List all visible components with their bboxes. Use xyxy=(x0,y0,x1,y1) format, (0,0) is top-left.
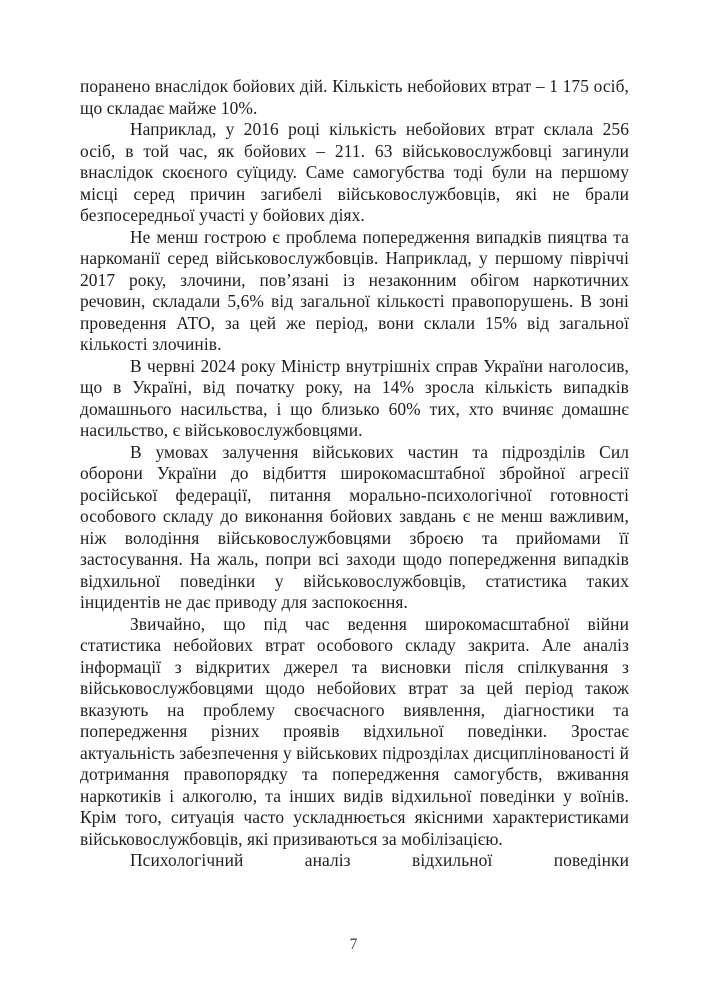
paragraph-7: Психологічний аналіз відхильної поведінки xyxy=(130,850,629,870)
paragraph-5: В умовах залучення військових частин та підрозділів Сил оборони України до відбиття широкомасштабної збройної агресії російської федерації, питання морально-психологічної готовності особового складу до виконання бойових завдань є не менш важливим, ніж володіння військовослужбовцями зброєю та прийомами її застосування. На жаль, попри всі заходи щодо попередження випадків відхильної поведінки у військовослужбовців, статистика таких інцидентів не дає приводу для заспокоєння. xyxy=(80,441,629,612)
page-number: 7 xyxy=(349,936,358,953)
paragraph-1: поранено внаслідок бойових дій. Кількість небойових втрат – 1 175 осіб, що складає майже 10%. xyxy=(80,76,629,118)
paragraph-3: Не менш гострою є проблема попередження випадків пияцтва та наркоманії серед військовослужбовців. Наприклад, у першому півріччі 2017 року, злочини, пов’язані із незаконним обігом наркотичних речовин, складали 5,6% від загальної кількості правопорушень. В зоні проведення АТО, за цей же період, вони склали 15% від загальної кількості злочинів. xyxy=(80,226,629,354)
paragraph-2: Наприклад, у 2016 році кількість небойових втрат склала 256 осіб, в той час, як бойових – 211. 63 військовослужбовці загинули внаслідок скоєного суїциду. Саме самогубства тоді були на першому місці серед причин загибелі військовослужбовців, які не брали безпосередньої участі у бойових діях. xyxy=(80,119,629,225)
paragraph-6: Звичайно, що під час ведення широкомасштабної війни статистика небойових втрат особового складу закрита. Але аналіз інформації з відкритих джерел та висновки після спілкування з військовослужбовцями щодо небойових втрат за цей період також вказують на проблему своєчасного виявлення, діагностики та попередження різних проявів відхильної поведінки. Зростає актуальність забезпечення у військових підрозділах дисциплінованості й дотримання правопорядку та попередження самогубств, вживання наркотиків і алкоголю, та інших видів відхильної поведінки у воїнів. Крім того, ситуація часто ускладнюється якісними характеристиками військовослужбовців, які призиваються за мобілізацією. xyxy=(80,613,629,849)
paragraph-4: В червні 2024 року Міністр внутрішніх справ України наголосив, що в Україні, від початку року, на 14% зросла кількість випадків домашнього насильства, і що близько 60% тих, хто вчиняє домашнє насильство, є військовослужбовцями. xyxy=(80,355,629,440)
text-block xyxy=(80,76,629,872)
